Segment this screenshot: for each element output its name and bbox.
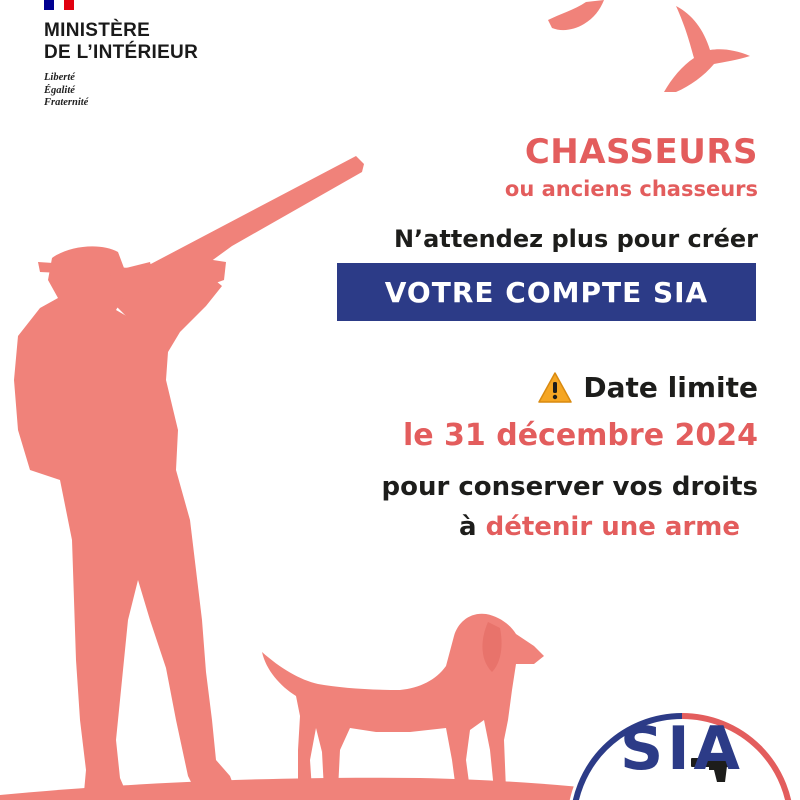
sia-badge xyxy=(567,710,797,800)
rifle-shape xyxy=(128,156,364,294)
deadline-purpose: pour conserver vos droits xyxy=(381,472,758,502)
deadline-label-text: Date limite xyxy=(583,371,758,404)
deadline-date: le 31 décembre 2024 xyxy=(402,418,758,453)
hunter-silhouette xyxy=(14,246,236,792)
warning-icon xyxy=(537,371,573,405)
dog-silhouette xyxy=(262,614,544,790)
detain-line xyxy=(459,510,740,544)
french-flag-icon xyxy=(44,0,74,10)
ministry-logo xyxy=(44,0,244,110)
headline-title: CHASSEURS xyxy=(524,132,758,172)
ministry-name-line2: DE L’INTÉRIEUR xyxy=(44,42,199,63)
bird-silhouette xyxy=(548,0,604,30)
deadline-label xyxy=(537,370,758,406)
motto-fraternite: Fraternité xyxy=(44,97,89,108)
ministry-name-line1: MINISTÈRE xyxy=(44,20,151,41)
motto-egalite: Égalité xyxy=(44,84,75,96)
ministry-name xyxy=(44,20,244,64)
detain-prefix: à xyxy=(458,512,486,542)
sia-text: SIA xyxy=(620,714,744,784)
republic-motto xyxy=(44,72,244,110)
cta-text: N’attendez plus pour créer xyxy=(393,225,758,253)
motto-liberte: Liberté xyxy=(44,72,75,83)
headline-subtitle: ou anciens chasseurs xyxy=(504,177,758,201)
detain-accent: détenir une arme xyxy=(485,512,740,542)
bird-silhouette xyxy=(664,6,750,92)
account-banner: VOTRE COMPTE SIA xyxy=(337,263,756,321)
